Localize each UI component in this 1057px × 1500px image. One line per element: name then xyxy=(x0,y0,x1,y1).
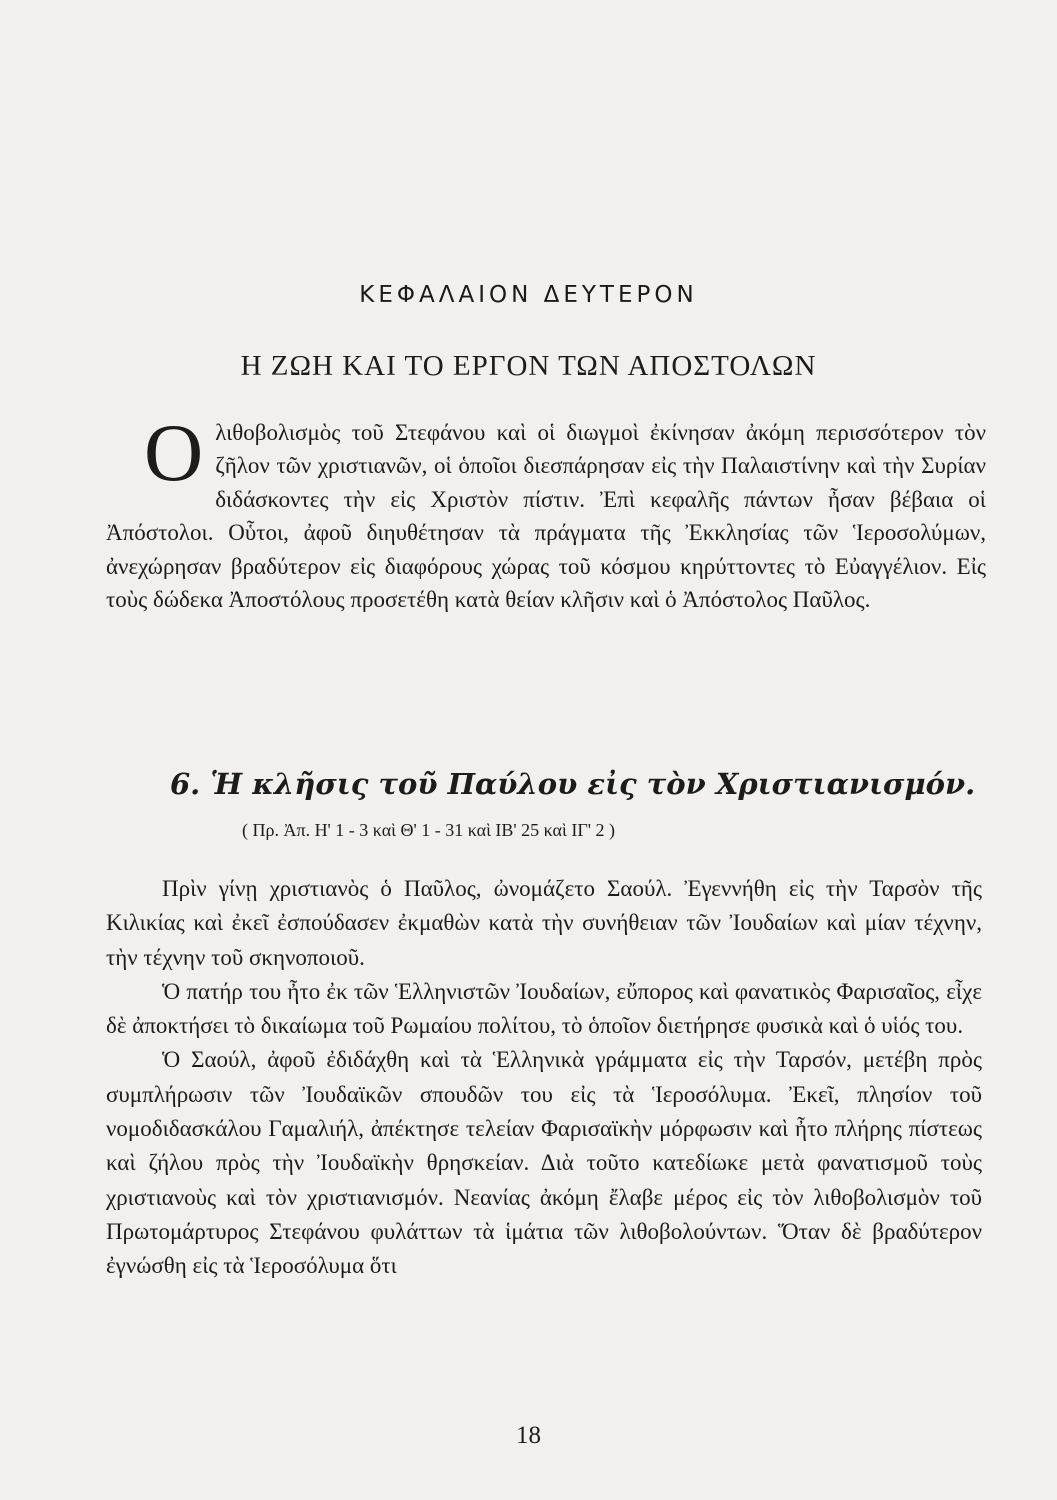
chapter-title: Η ΖΩΗ ΚΑΙ ΤΟ ΕΡΓΟΝ ΤΩΝ ΑΠΟΣΤΟΛΩΝ xyxy=(240,350,817,382)
body-paragraph: Ὁ Σαούλ, ἀφοῦ ἐδιδάχθη καὶ τὰ Ἑλληνικὰ γράμματα εἰς τὴν Ταρσόν, μετέβη πρὸς συμπλήρωσιν τῶν Ἰουδαϊκῶν σπουδῶν του εἰς τὰ Ἱεροσόλυμα. Ἐκεῖ, πλησίον τοῦ νομοδιδασκάλου Γαμαλιήλ, ἀπέκτησε τελείαν Φαρισαϊκὴν μόρφωσιν καὶ ἦτο πλήρης πίστεως καὶ ζήλου πρὸς τὴν Ἰουδαϊκὴν θρησκείαν. Διὰ τοῦτο κατεδίωκε μετὰ φανατισμοῦ τοὺς χριστιανοὺς καὶ τὸν χριστιανισμόν. Νεανίας ἀκόμη ἔλαβε μέρος εἰς τὸν λιθοβολισμὸν τοῦ Πρωτομάρτυρος Στεφάνου φυλάττων τὰ ἱμάτια τῶν λιθοβολούντων. Ὅταν δὲ βραδύτερον ἐγνώσθη εἰς τὰ Ἱεροσόλυμα ὅτι xyxy=(106,1047,982,1279)
drop-cap: Ο xyxy=(144,407,204,498)
intro-paragraph xyxy=(106,407,986,616)
page-number: 18 xyxy=(516,1422,541,1449)
body-paragraph: Ὁ πατήρ του ἦτο ἐκ τῶν Ἑλληνιστῶν Ἰουδαίων, εὔπορος καὶ φανατικὸς Φαρισαῖος, εἶχε δὲ ἀποκτήσει τὸ δικαίωμα τοῦ Ρωμαίου πολίτου, τὸ ὁποῖον διετήρησε φυσικὰ καὶ ὁ υἱός του. xyxy=(106,978,982,1039)
scripture-references: ( Πρ. Ἀπ. Η' 1 - 3 καὶ Θ' 1 - 31 καὶ ΙΒ' 25 καὶ ΙΓ' 2 ) xyxy=(242,820,615,840)
section-heading: 6. Ἡ κλῆσις τοῦ Παύλου εἰς τὸν Χριστιανισμόν. xyxy=(170,767,976,801)
body-paragraph: Πρὶν γίνῃ χριστιανὸς ὁ Παῦλος, ὠνομάζετο Σαούλ. Ἐγεννήθη εἰς τὴν Ταρσὸν τῆς Κιλικίας καὶ ἐκεῖ ἐσπούδασεν ἐκμαθὼν κατὰ τὴν συνήθειαν τῶν Ἰουδαίων καὶ μίαν τέχνην, τὴν τέχνην τοῦ σκηνοποιοῦ. xyxy=(106,876,982,970)
section-body xyxy=(106,872,982,1284)
intro-text: λιθοβολισμὸς τοῦ Στεφάνου καὶ οἱ διωγμοὶ ἐκίνησαν ἀκόμη περισσότερον τὸν ζῆλον τῶν χριστιανῶν, οἱ ὁποῖοι διεσπάρησαν εἰς τὴν Παλαιστίνην καὶ τὴν Συρίαν διδάσκοντες τὴν εἰς Χριστὸν πίστιν. Ἐπὶ κεφαλῆς πάντων ἦσαν βέβαια οἱ Ἀπόστολοι. Οὗτοι, ἀφοῦ διηυθέτησαν τὰ πράγματα τῆς Ἐκκλησίας τῶν Ἱεροσολύμων, ἀνεχώρησαν βραδύτερον εἰς διαφόρους χώρας τοῦ κόσμου κηρύττοντες τὸ Εὐαγγέλιον. Εἰς τοὺς δώδεκα Ἀποστόλους προσετέθη κατὰ θείαν κλῆσιν καὶ ὁ Ἀπόστολος Παῦλος. xyxy=(106,420,986,613)
chapter-label: ΚΕΦΑΛΑΙΟΝ ΔΕΥΤΕΡΟΝ xyxy=(359,282,698,308)
